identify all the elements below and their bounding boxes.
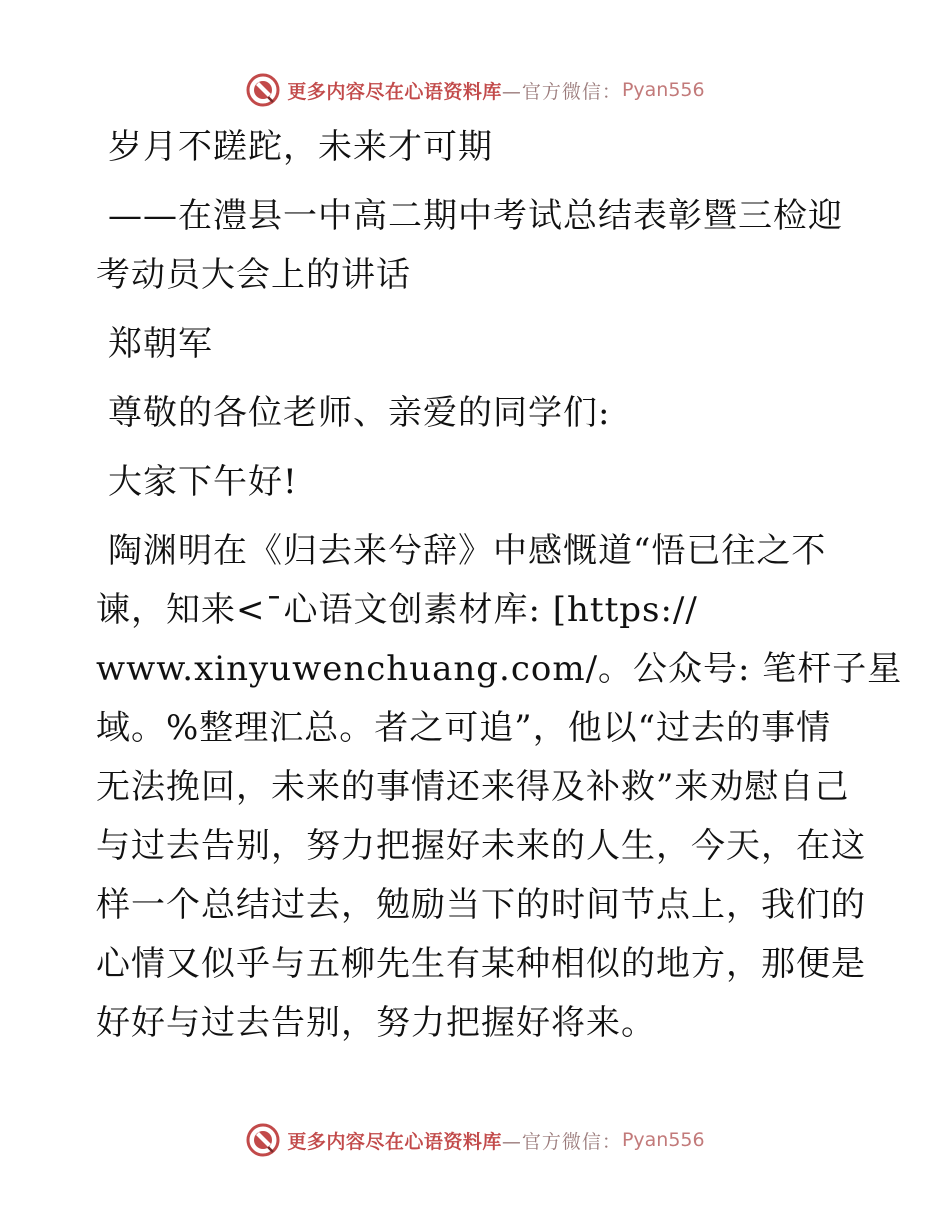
document-title: 岁月不蹉跎，未来才可期 <box>108 127 493 167</box>
banner-text <box>287 77 704 104</box>
document-body <box>96 118 903 1053</box>
banner-text <box>287 1127 704 1154</box>
brand-logo-icon <box>245 72 281 108</box>
paragraph-line: 谏，知来<¯心语文创素材库: [https:// <box>96 590 698 630</box>
paragraph-line: 陶渊明在《归去来兮辞》中感慨道“悟已往之不 <box>108 531 827 571</box>
document-greeting: 大家下午好! <box>108 462 298 502</box>
footer-banner <box>0 1118 950 1162</box>
banner-wechat-id: Pyan556 <box>621 1129 705 1151</box>
banner-brand-text: 更多内容尽在心语资料库 <box>287 80 502 103</box>
paragraph-line: 无法挽回，未来的事情还来得及补救”来劝慰自己 <box>96 767 850 807</box>
paragraph-line: 心情又似乎与五柳先生有某种相似的地方，那便是 <box>96 944 866 984</box>
paragraph-line: 域。%整理汇总。者之可追”，他以“过去的事情 <box>96 708 832 748</box>
paragraph-line: 样一个总结过去，勉励当下的时间节点上，我们的 <box>96 885 866 925</box>
document-author: 郑朝军 <box>108 324 213 364</box>
document-salutation: 尊敬的各位老师、亲爱的同学们: <box>108 393 611 433</box>
banner-dash-label: —官方微信： <box>501 1130 622 1153</box>
document-subtitle-line-1: ——在澧县一中高二期中考试总结表彰暨三检迎 <box>108 196 843 236</box>
header-banner <box>0 68 950 112</box>
banner-wechat-id: Pyan556 <box>621 79 705 101</box>
brand-logo-icon <box>245 1122 281 1158</box>
paragraph-line: 好好与过去告别，努力把握好将来。 <box>96 1003 656 1043</box>
document-subtitle-line-2: 考动员大会上的讲话 <box>96 255 411 295</box>
banner-brand-text: 更多内容尽在心语资料库 <box>287 1130 502 1153</box>
paragraph-line: 与过去告别，努力把握好未来的人生，今天，在这 <box>96 826 866 866</box>
banner-dash-label: —官方微信： <box>501 80 622 103</box>
paragraph-line: www.xinyuwenchuang.com/。公众号: 笔杆子星 <box>96 649 903 689</box>
